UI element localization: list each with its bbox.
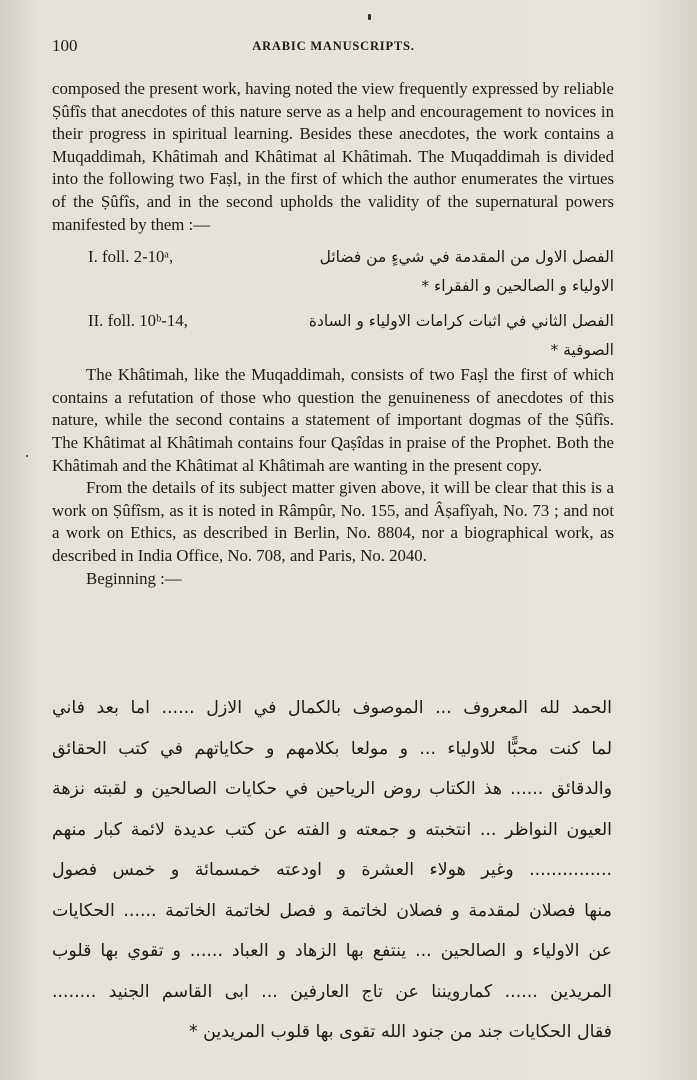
ink-mark bbox=[368, 14, 371, 20]
page-number: 100 bbox=[52, 36, 78, 55]
arabic-line: المريدين ...... كمارويننا عن تاج العارفين ... ابى القاسم الجنيد ........ bbox=[52, 981, 612, 1002]
arabic-line: الحمد لله المعروف ... الموصوف بالكمال في الازل ...... اما بعد فاني bbox=[52, 698, 612, 718]
running-title: ARABIC MANUSCRIPTS. bbox=[252, 39, 415, 53]
beginning-label: Beginning :— bbox=[86, 568, 182, 588]
page-header bbox=[52, 36, 615, 60]
paragraph-2: The Khâtimah, like the Muqaddimah, consists of two Faṣl the first of which contains a refutation of those who question the genuineness of anecdotes of this nature, while the second contains a statement of important dogmas of the Ṣûfîs. The Khâtimat al Khâtimah contains four Qaṣîdas in praise of the Prophet. Both the Khâtimah and the Khâtimat al Khâtimah are wanting in the present copy. bbox=[52, 365, 614, 475]
fasl-1-entry bbox=[52, 242, 614, 272]
arabic-line: عن الاولياء و الصالحين ... ينتفع بها الزهاد و العباد ...... و تقوي بها قلوب bbox=[52, 941, 612, 961]
fasl-2-entry bbox=[52, 306, 614, 336]
fasl-2-ref: II. foll. 10ᵇ-14, bbox=[88, 311, 188, 331]
arabic-line: منها فصلان لمقدمة و فصلان لخاتمة و فصل لخاتمة الخاتمة ...... الحكايات bbox=[52, 900, 612, 921]
arabic-line: لما كنت محبًّا للاولياء ... و مولعا بكلامهم و حكاياتهم في كتب الحقائق bbox=[52, 738, 612, 759]
fasl-2-arabic: الفصل الثاني في اثبات كرامات الاولياء و السادة bbox=[308, 312, 614, 331]
arabic-line: ............... وغير هولاء العشرة و اودعته خمسمائة و خمس فصول bbox=[52, 860, 612, 880]
arabic-incipit bbox=[52, 688, 612, 1053]
arabic-line: العيون النواظر ... انتخبته و جمعته و الفته عن كتب عديدة لائمة كبار منهم bbox=[52, 819, 612, 840]
fasl-1-ref: I. foll. 2-10ᵃ, bbox=[88, 247, 174, 267]
fasl-1-arabic: الفصل الاول من المقدمة في شيءٍ من فضائل bbox=[319, 248, 614, 267]
margin-mark bbox=[26, 455, 28, 457]
fasl-1-arabic-cont: الاولياء و الصالحين و الفقراء * bbox=[421, 277, 614, 296]
fasl-2-arabic-cont: الصوفية * bbox=[550, 341, 614, 360]
paragraph-3: From the details of its subject matter given above, it will be clear that this is a work on Ṣûfîsm, as it is noted in Râmpûr, No. 155, and Âṣafîyah, No. 73 ; and not a work on Ethics, as described in Berlin, No. 8804, nor a biographical work, as described in India Office, No. 708, and Paris, No. 2040. bbox=[52, 478, 614, 565]
arabic-line: والدقائق ...... هذ الكتاب روض الرياحين في حكايات الصالحين و لقبته نزهة bbox=[52, 779, 612, 799]
arabic-line: فقال الحكايات جند من جنود الله تقوى بها قلوب المريدين * bbox=[188, 1022, 612, 1042]
paragraph-1: composed the present work, having noted the view frequently expressed by reliable Ṣûfîs that anecdotes of this nature serve as a help and encouragement to novices in their progress in spiritual learning. Besides these anecdotes, the work contains a Muqaddimah, Khâtimah and Khâtimat al Khâtimah. The Muqaddimah is divided into the following two Faṣl, in the first of which the author enumerates the virtues of the Ṣûfîs, and in the second upholds the validity of the supernatural powers manifested by them :— bbox=[52, 79, 614, 234]
body-text bbox=[52, 78, 614, 590]
